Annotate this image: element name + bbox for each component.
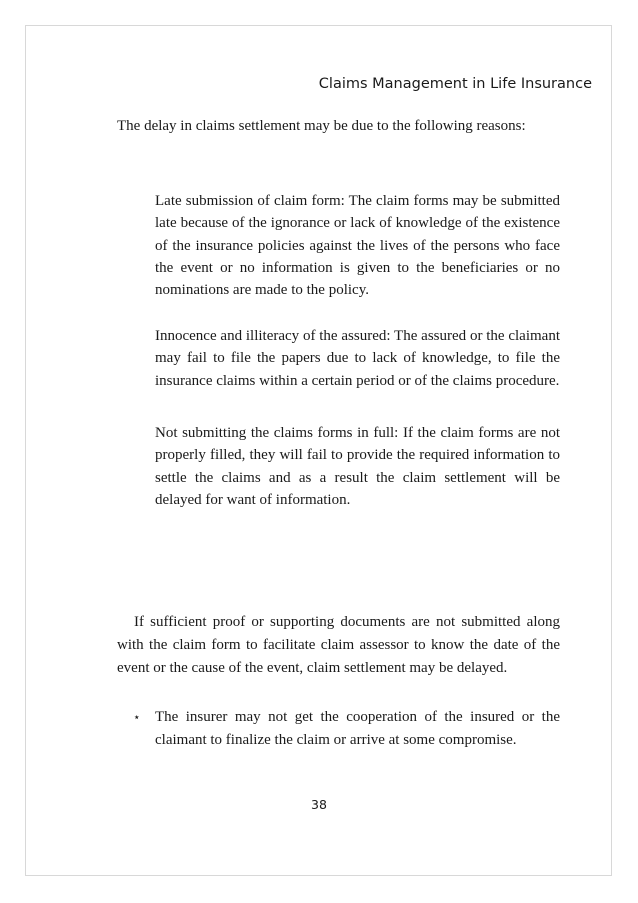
intro-paragraph: The delay in claims settlement may be due to the following reasons: [117,118,526,134]
star-bullet-icon: ⋆ [133,710,141,724]
reason-incomplete-forms: Not submitting the claims forms in full: If the claim forms are not properly filled, they will fail to provide the required information to settle the claims and as a result the claim settlement will be delayed for want of information. [155,425,560,508]
bullet-item [133,706,560,752]
reason-illiteracy: Innocence and illiteracy of the assured: The assured or the claimant may fail to file the papers due to lack of knowledge, to file the insurance claims within a certain period or of the claims procedure. [155,328,560,389]
proof-paragraph: If sufficient proof or supporting documents are not submitted along with the claim form to facilitate claim assessor to know the date of the event or the cause of the event, claim settlement may be delayed. [117,614,560,676]
reason-late-submission: Late submission of claim form: The claim forms may be submitted late because of the ignorance or lack of knowledge of the existence of the insurance policies against the lives of the persons who face the event or no information is given to the beneficiaries or no nominations are made to the policy. [155,193,560,299]
running-header: Claims Management in Life Insurance [318,76,592,92]
page-number: 38 [311,797,327,812]
bullet-text: The insurer may not get the cooperation of the insured or the claimant to finalize the claim or arrive at some compromise. [155,709,560,748]
